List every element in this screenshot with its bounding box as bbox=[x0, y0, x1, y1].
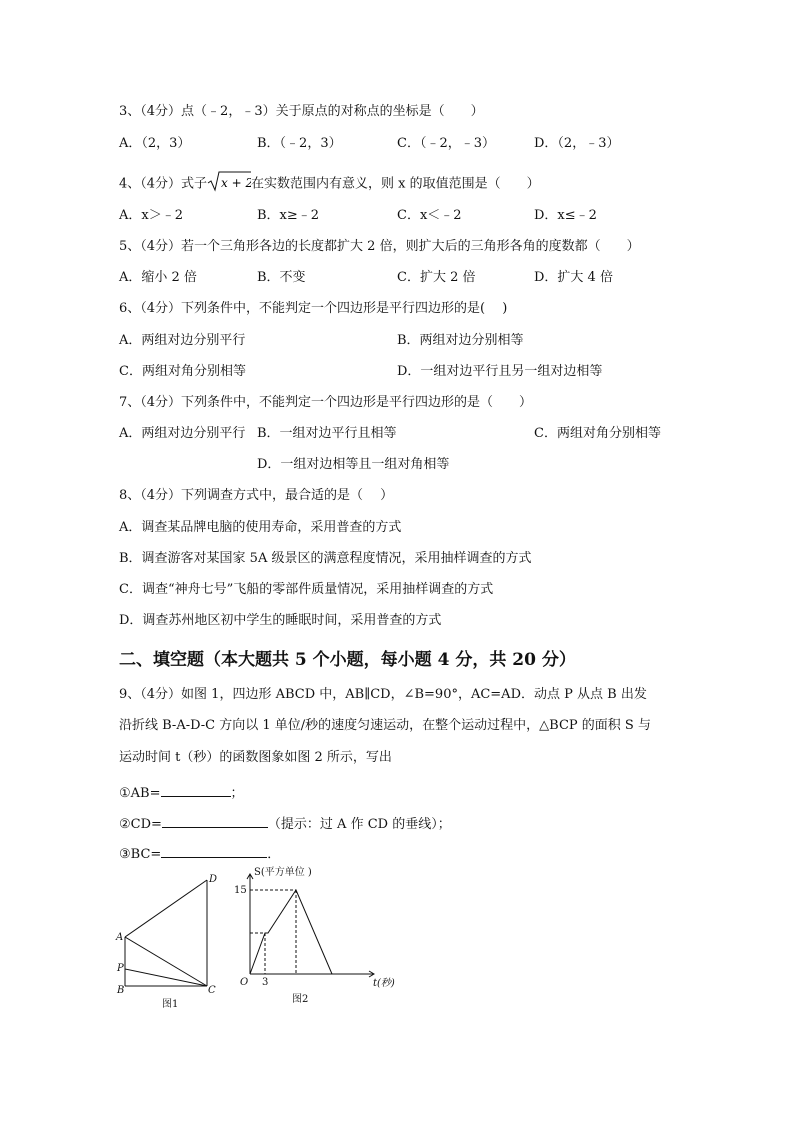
section-heading: 二、填空题（本大题共 5 个小题，每小题 4 分，共 20 分） bbox=[119, 650, 576, 670]
origin-label: O bbox=[240, 977, 249, 988]
blank-bc-label: ③BC= bbox=[119, 847, 162, 862]
blank-cd-tail: （提示：过 A 作 CD 的垂线）； bbox=[267, 817, 451, 832]
segment-ad bbox=[125, 880, 207, 937]
q4-stem-before: 4、（4分）式子 bbox=[119, 176, 208, 192]
label-b: B bbox=[117, 985, 125, 996]
blank-bc-field[interactable] bbox=[161, 843, 267, 858]
q9-line-1: 9、（4分）如图 1，四边形 ABCD 中，AB∥CD，∠B=90°，AC=AD．动点 P 从点 B 出发 bbox=[119, 687, 647, 702]
q8-option-b: B．调查游客对某国家 5A 级景区的满意程度情况，采用抽样调查的方式 bbox=[119, 551, 532, 566]
q9-blank-bc bbox=[119, 843, 280, 864]
q4-option-a: A．x＞﹣2 bbox=[119, 208, 183, 223]
q7-stem: 7、（4分）下列条件中，不能判定一个四边形是平行四边形的是（ ） bbox=[119, 395, 533, 410]
q3-option-c: C．（﹣2，﹣3） bbox=[397, 136, 495, 151]
q7-option-b: B．一组对边平行且相等 bbox=[257, 426, 397, 441]
blank-ab-field[interactable] bbox=[161, 782, 231, 797]
q6-option-c: C．两组对角分别相等 bbox=[119, 364, 246, 379]
q4-option-c: C．x＜﹣2 bbox=[397, 208, 462, 223]
label-c: C bbox=[208, 985, 216, 996]
label-p: P bbox=[117, 963, 124, 974]
q3-stem: 3、（4分）点（﹣2，﹣3）关于原点的对称点的坐标是（ ） bbox=[119, 104, 484, 119]
y-axis-label: S(平方单位 ) bbox=[254, 867, 312, 878]
q3-option-b: B．（﹣2，3） bbox=[257, 136, 342, 151]
q3-option-d: D．（2，﹣3） bbox=[534, 136, 620, 151]
q9-blank-ab bbox=[119, 782, 244, 803]
figure-2-caption: 图2 bbox=[292, 994, 309, 1005]
q5-option-d: D．扩大 4 倍 bbox=[534, 270, 613, 285]
graph-line bbox=[250, 890, 332, 974]
y-tick-15: 15 bbox=[234, 885, 247, 896]
x-tick-3: 3 bbox=[262, 977, 269, 988]
q9-line-2: 沿折线 B-A-D-C 方向以 1 单位/秒的速度匀速运动，在整个运动过程中，△BCP 的面积 S 与 bbox=[119, 718, 651, 733]
figure-2 bbox=[228, 862, 398, 1012]
blank-ab-label: ①AB= bbox=[119, 786, 161, 801]
q6-option-a: A．两组对边分别平行 bbox=[119, 333, 246, 348]
q5-option-c: C．扩大 2 倍 bbox=[397, 270, 476, 285]
q4-stem-after: 在实数范围内有意义，则 x 的取值范围是（ ） bbox=[251, 176, 540, 192]
q6-stem: 6、（4分）下列条件中，不能判定一个四边形是平行四边形的是( ) bbox=[119, 301, 508, 316]
q9-line-3: 运动时间 t（秒）的函数图象如图 2 所示，写出 bbox=[119, 750, 392, 765]
blank-ab-tail: ； bbox=[230, 786, 244, 801]
q4-option-d: D．x≤﹣2 bbox=[534, 208, 597, 223]
q7-option-a: A．两组对边分别平行 bbox=[119, 426, 246, 441]
q7-option-d: D．一组对边相等且一组对角相等 bbox=[257, 457, 450, 472]
q4-option-b: B．x≥﹣2 bbox=[257, 208, 320, 223]
q5-option-a: A．缩小 2 倍 bbox=[119, 270, 197, 285]
sqrt-radical-icon bbox=[207, 170, 251, 192]
q5-option-b: B．不变 bbox=[257, 270, 306, 285]
figure-1 bbox=[112, 870, 232, 1012]
label-a: A bbox=[116, 932, 124, 943]
sqrt-radicand: x + 2 bbox=[221, 176, 252, 190]
x-axis-label: t(秒) bbox=[373, 978, 395, 989]
q8-option-a: A．调查某品牌电脑的使用寿命，采用普查的方式 bbox=[119, 520, 402, 535]
q3-option-a: A．（2，3） bbox=[119, 136, 191, 151]
q4-stem bbox=[119, 170, 540, 198]
q5-stem: 5、（4分）若一个三角形各边的长度都扩大 2 倍，则扩大后的三角形各角的度数都（ ） bbox=[119, 239, 640, 254]
segment-pc bbox=[125, 969, 207, 986]
q8-stem: 8、（4分）下列调查方式中，最合适的是（ ） bbox=[119, 488, 394, 503]
segment-ac bbox=[125, 937, 207, 986]
q8-option-c: C．调查“神舟七号”飞船的零部件质量情况，采用抽样调查的方式 bbox=[119, 582, 494, 597]
sqrt-expression bbox=[207, 170, 251, 198]
q6-option-d: D．一组对边平行且另一组对边相等 bbox=[397, 364, 603, 379]
blank-cd-label: ②CD= bbox=[119, 817, 162, 832]
blank-bc-tail: ． bbox=[267, 847, 281, 862]
label-d: D bbox=[209, 874, 218, 885]
figure-1-caption: 图1 bbox=[162, 999, 179, 1010]
q7-option-c: C．两组对角分别相等 bbox=[534, 426, 661, 441]
q6-option-b: B．两组对边分别相等 bbox=[397, 333, 524, 348]
q9-blank-cd bbox=[119, 813, 451, 834]
blank-cd-field[interactable] bbox=[162, 813, 268, 828]
q8-option-d: D．调查苏州地区初中学生的睡眠时间，采用普查的方式 bbox=[119, 613, 442, 628]
